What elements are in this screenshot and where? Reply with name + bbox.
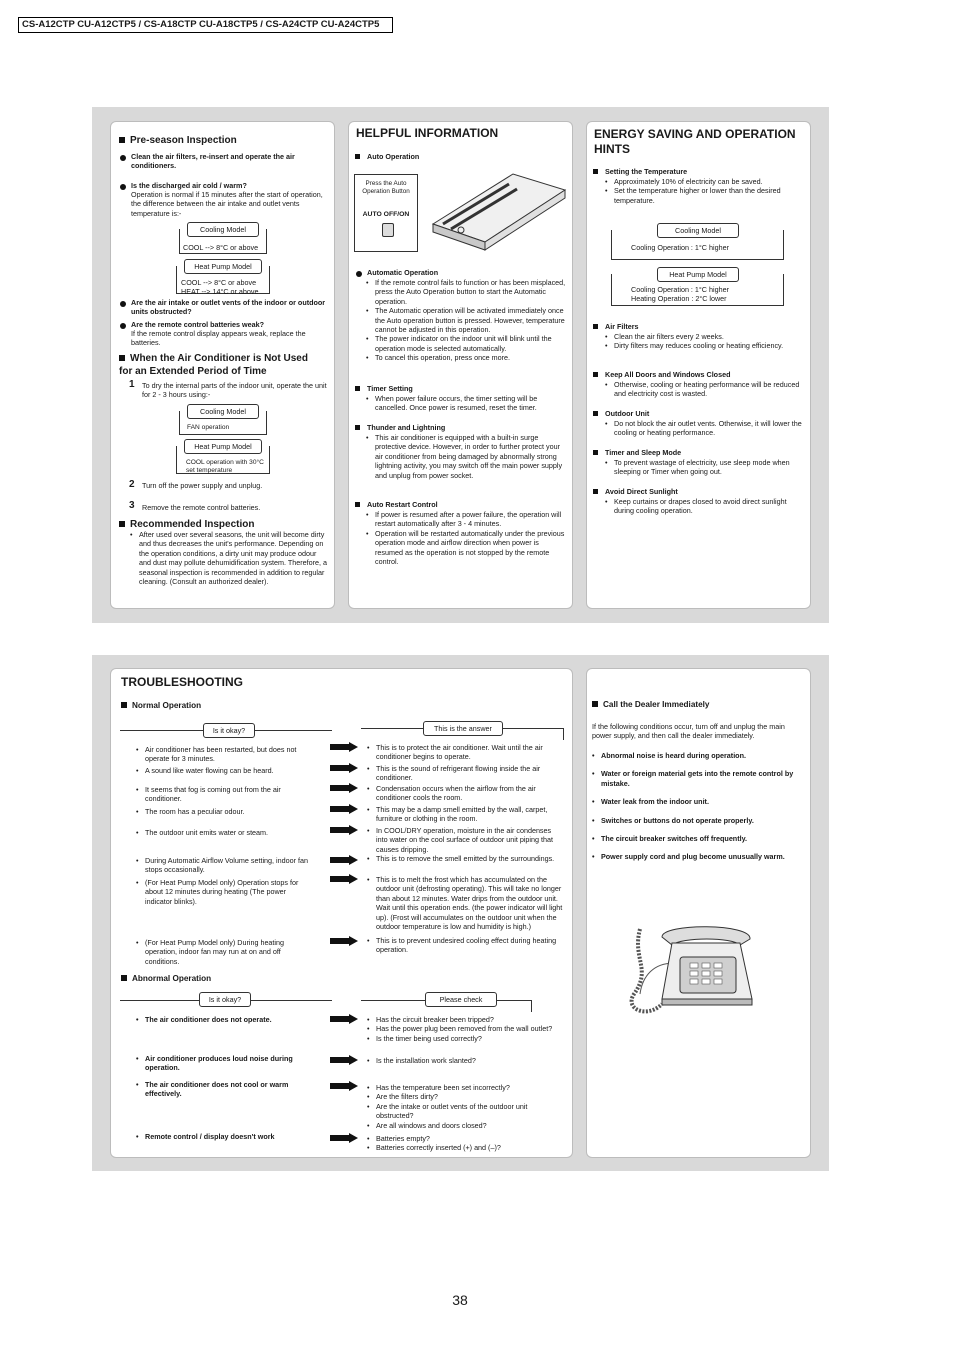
- energy-panel: [586, 121, 811, 609]
- list-item: • To prevent wastage of electricity, use sleep mode when sleeping or Timer when going out.: [605, 458, 805, 477]
- thunder-list: [366, 433, 566, 480]
- list-item: • Are the intake or outlet vents of the outdoor unit obstructed?: [367, 1102, 557, 1121]
- outdoor-heading: [593, 409, 649, 418]
- abnormal-title: Abnormal Operation: [132, 974, 212, 983]
- list-item: • If power is resumed after a power failure, the operation will restart automatically after 3 - 4 minutes.: [366, 510, 566, 529]
- sleep-heading: [593, 448, 681, 457]
- list-item: • Are all windows and doors closed?: [367, 1121, 557, 1130]
- recommended-title: Recommended Inspection: [130, 519, 255, 530]
- abnormal-a3: [367, 1134, 557, 1153]
- filter-heading: [593, 322, 639, 331]
- heat-value-1: COOL --> 8°C or above: [181, 278, 257, 287]
- list-item: • Has the temperature been set incorrectly?: [367, 1083, 557, 1092]
- square-bullet-icon: [593, 489, 598, 494]
- list-item: • Keep curtains or drapes closed to avoid direct sunlight during cooling operation.: [605, 497, 805, 516]
- normal-q4: [136, 828, 314, 837]
- list-item: • The outdoor unit emits water or steam.: [136, 828, 314, 837]
- bullet-icon: [120, 184, 126, 190]
- list-item: • (For Heat Pump Model only) Operation stops for about 12 minutes during heating (The power indicator blinks).: [136, 878, 314, 906]
- dealer-title: Call the Dealer Immediately: [603, 700, 710, 709]
- list-item: • (For Heat Pump Model only) During heating operation, indoor fan may run at on and off conditions.: [136, 938, 314, 966]
- list-item: • Batteries empty?: [367, 1134, 557, 1143]
- restart-heading: [355, 500, 438, 509]
- list-item: • In COOL/DRY operation, moisture in the air condenses into water on the cool surface of outdoor unit piping that causes dripping.: [367, 826, 563, 854]
- helpful-title: HELPFUL INFORMATION: [356, 126, 499, 140]
- list-item: • Air conditioner produces loud noise during operation.: [136, 1054, 316, 1073]
- temp-heading: [593, 167, 687, 176]
- square-bullet-icon: [355, 425, 360, 430]
- normal-q0: [136, 745, 314, 764]
- list-item: • This is the sound of refrigerant flowing inside the air conditioner.: [367, 764, 563, 783]
- doors-title: Keep All Doors and Windows Closed: [605, 370, 731, 379]
- list-item: • Abnormal noise is heard during operation.: [592, 751, 800, 760]
- auto-operation-title: Auto Operation: [367, 152, 420, 161]
- normal-a3: [367, 805, 563, 824]
- timer-title: Timer Setting: [367, 384, 413, 393]
- heat-pump-model-label: Heat Pump Model: [657, 267, 739, 282]
- step-number: 1: [129, 379, 135, 390]
- temp-list: [605, 177, 805, 205]
- list-item: • This air conditioner is equipped with a built-in surge protective device. However, in order to further protect your air conditioner from being damaged by abnormally strong lightning activity, you may switch off the main power supply and unplug from power socket.: [366, 433, 566, 480]
- timer-heading: [355, 384, 413, 393]
- dealer-panel: [586, 668, 811, 1158]
- square-bullet-icon: [593, 169, 598, 174]
- thunder-heading: [355, 423, 445, 432]
- doors-heading: [593, 370, 730, 379]
- square-bullet-icon: [593, 372, 598, 377]
- list-item: • To cancel this operation, press once more.: [366, 353, 566, 362]
- preseason-b3: Are the air intake or outlet vents of the indoor or outdoor units obstructed?: [131, 298, 326, 317]
- normal-heading: [121, 701, 201, 711]
- list-item: • Batteries correctly inserted (+) and (–)?: [367, 1143, 557, 1152]
- arrow-right-icon: [330, 874, 358, 884]
- preseason-panel: [110, 121, 335, 609]
- step-1-text: To dry the internal parts of the indoor unit, operate the unit for 2 - 3 hours using:-: [142, 381, 327, 400]
- abnormal-q2: [136, 1080, 316, 1099]
- list-item: • Water or foreign material gets into the remote control by mistake.: [592, 769, 800, 788]
- square-bullet-icon: [355, 154, 360, 159]
- abnormal-a1: [367, 1056, 557, 1065]
- cooling-model-label: Cooling Model: [657, 223, 739, 238]
- unused-title: When the Air Conditioner is Not Used for an Extended Period of Time: [119, 353, 308, 377]
- outdoor-title: Outdoor Unit: [605, 409, 650, 418]
- list-item: • The air conditioner does not cool or warm effectively.: [136, 1080, 316, 1099]
- arrow-right-icon: [330, 1133, 358, 1143]
- is-it-okay-label: Is it okay?: [203, 723, 255, 738]
- sun-title: Avoid Direct Sunlight: [605, 487, 678, 496]
- list-item: • Do not block the air outlet vents. Otherwise, it will lower the cooling or heating performance.: [605, 419, 805, 438]
- preseason-title: Pre-season Inspection: [130, 135, 237, 146]
- list-item: • This is to protect the air conditioner. Wait until the air conditioner begins to operate.: [367, 743, 563, 762]
- normal-a7: [367, 936, 563, 955]
- list-item: • Otherwise, cooling or heating performance will be reduced and electricity cost is wasted.: [605, 380, 805, 399]
- arrow-right-icon: [330, 936, 358, 946]
- step-2-text: Turn off the power supply and unplug.: [142, 481, 263, 490]
- sun-heading: [593, 487, 678, 496]
- square-bullet-icon: [593, 411, 598, 416]
- normal-q2: [136, 785, 314, 804]
- arrow-right-icon: [330, 804, 358, 814]
- square-bullet-icon: [119, 521, 125, 527]
- telephone-icon: [622, 909, 772, 1039]
- divider: [531, 1000, 532, 1012]
- model-header: CS-A12CTP CU-A12CTP5 / CS-A18CTP CU-A18CTP5 / CS-A24CTP CU-A24CTP5: [18, 17, 393, 33]
- dealer-intro: If the following conditions occur, turn off and unplug the main power supply, and then call the dealer immediately.: [592, 722, 785, 741]
- press-button-caption: Press the Auto Operation Button: [362, 180, 410, 195]
- list-item: • During Automatic Airflow Volume setting, indoor fan stops occasionally.: [136, 856, 314, 875]
- normal-a5: [367, 854, 563, 863]
- recommended-list: [130, 530, 328, 586]
- abnormal-q0: [136, 1015, 316, 1024]
- timer-list: [366, 394, 566, 413]
- list-item: • Dirty filters may reduces cooling or heating efficiency.: [605, 341, 805, 350]
- automatic-list: [366, 278, 566, 363]
- normal-q6: [136, 878, 314, 906]
- list-item: • This may be a damp smell emitted by the wall, carpet, furniture or clothing in the room.: [367, 805, 563, 824]
- step-number: 3: [129, 500, 135, 511]
- list-item: • The room has a peculiar odour.: [136, 807, 314, 816]
- is-it-okay-label: Is it okay?: [199, 992, 251, 1007]
- square-bullet-icon: [119, 137, 125, 143]
- indoor-unit-icon: [429, 166, 569, 258]
- heat-value-1: Cooling Operation : 1°C higher: [631, 285, 729, 294]
- divider: [563, 728, 564, 740]
- step-3-text: Remove the remote control batteries.: [142, 503, 261, 512]
- arrow-right-icon: [330, 825, 358, 835]
- troubleshooting-title: TROUBLESHOOTING: [121, 675, 243, 689]
- normal-a4: [367, 826, 563, 854]
- preseason-b1: Clean the air filters, re-insert and operate the air conditioners.: [131, 152, 295, 171]
- list-item: • Water leak from the indoor unit.: [592, 797, 800, 806]
- abnormal-a2: [367, 1083, 557, 1130]
- normal-a2: [367, 784, 563, 803]
- preseason-heading: [119, 134, 237, 147]
- answer-label: This is the answer: [423, 721, 503, 736]
- abnormal-heading: [121, 974, 211, 984]
- unused-heading: [119, 352, 319, 378]
- list-item: • Are the filters dirty?: [367, 1092, 557, 1101]
- normal-a0: [367, 743, 563, 762]
- list-item: • If the remote control fails to function or has been misplaced, press the Auto Operation button to start the Automatic operation.: [366, 278, 566, 306]
- list-item: • Is the installation work slanted?: [367, 1056, 557, 1065]
- normal-a6: [367, 875, 563, 931]
- square-bullet-icon: [355, 502, 360, 507]
- list-item: • The circuit breaker switches off frequently.: [592, 834, 800, 843]
- normal-q3: [136, 807, 314, 816]
- auto-operation-heading: [355, 152, 419, 161]
- automatic-heading: Automatic Operation: [367, 268, 439, 277]
- square-bullet-icon: [593, 450, 598, 455]
- list-item: • Approximately 10% of electricity can be saved.: [605, 177, 805, 186]
- bullet-icon: [120, 323, 126, 329]
- arrow-right-icon: [330, 1014, 358, 1024]
- cool-value: COOL --> 8°C or above: [183, 243, 259, 252]
- square-bullet-icon: [121, 702, 127, 708]
- list-item: • When power failure occurs, the timer setting will be cancelled. Once power is resumed, reset the timer.: [366, 394, 566, 413]
- arrow-right-icon: [330, 1081, 358, 1091]
- restart-list: [366, 510, 566, 566]
- list-item: • Set the temperature higher or lower than the desired temperature.: [605, 186, 805, 205]
- list-item: • The air conditioner does not operate.: [136, 1015, 316, 1024]
- dealer-list: [592, 751, 800, 871]
- abnormal-a0: [367, 1015, 557, 1043]
- list-item: • Has the circuit breaker been tripped?: [367, 1015, 557, 1024]
- troubleshooting-panel: [110, 668, 573, 1158]
- cooling-model-label: Cooling Model: [187, 222, 259, 237]
- list-item: • Has the power plug been removed from the wall outlet?: [367, 1024, 557, 1033]
- arrow-right-icon: [330, 783, 358, 793]
- list-item: • Is the timer being used correctly?: [367, 1034, 557, 1043]
- heat-pump-model-label: Heat Pump Model: [184, 259, 262, 274]
- dealer-heading: [592, 700, 709, 710]
- normal-q7: [136, 938, 314, 966]
- list-item: • Operation will be restarted automatically under the previous operation mode and airflow direction when power is resumed as the operation is not stopped by the remote control.: [366, 529, 566, 567]
- list-item: • Power supply cord and plug become unusually warm.: [592, 852, 800, 861]
- list-item: • This is to remove the smell emitted by the surroundings.: [367, 854, 563, 863]
- list-item: • A sound like water flowing can be heard.: [136, 766, 314, 775]
- list-item: • Switches or buttons do not operate properly.: [592, 816, 800, 825]
- sleep-list: [605, 458, 805, 477]
- list-item: • Clean the air filters every 2 weeks.: [605, 332, 805, 341]
- cooling-model-label: Cooling Model: [187, 404, 259, 419]
- sun-list: [605, 497, 805, 516]
- temp-title: Setting the Temperature: [605, 167, 688, 176]
- arrow-right-icon: [330, 742, 358, 752]
- helpful-panel: [348, 121, 573, 609]
- cool-value: Cooling Operation : 1°C higher: [631, 243, 729, 252]
- list-item: • This is to prevent undesired cooling effect during heating operation.: [367, 936, 563, 955]
- heat-value-2: HEAT --> 14°C or above: [181, 287, 259, 296]
- bullet-icon: [120, 301, 126, 307]
- arrow-right-icon: [330, 1055, 358, 1065]
- square-bullet-icon: [593, 324, 598, 329]
- list-item: • Condensation occurs when the airflow from the air conditioner cools the room.: [367, 784, 563, 803]
- normal-q1: [136, 766, 314, 775]
- thunder-title: Thunder and Lightning: [367, 423, 446, 432]
- arrow-right-icon: [330, 763, 358, 773]
- list-item: • Air conditioner has been restarted, but does not operate for 3 minutes.: [136, 745, 314, 764]
- fan-operation: FAN operation: [187, 424, 230, 431]
- abnormal-q1: [136, 1054, 316, 1073]
- preseason-b2-text: Operation is normal if 15 minutes after the start of operation, the difference between the air intake and outlet vents temperature is:-: [131, 190, 323, 218]
- square-bullet-icon: [121, 975, 127, 981]
- auto-offon-label: AUTO OFF/ON: [362, 211, 410, 218]
- list-item: • The Automatic operation will be activated immediately once the Auto operation button is pressed. However, temperature cannot be adjusted in this operation.: [366, 306, 566, 334]
- list-item: • This is to melt the frost which has accumulated on the outdoor unit (defrosting operating). This will take no longer than about 12 minutes. Water drips from the outdoor unit. Wait until this operation ends. (the power indicator will light up). (Frost will accumulates on the outdoor unit when the outdoor temperature is low and humidity is high.): [367, 875, 563, 931]
- square-bullet-icon: [355, 386, 360, 391]
- preseason-b4-title: Are the remote control batteries weak?: [131, 320, 265, 329]
- abnormal-q3: [136, 1132, 316, 1141]
- preseason-b4-text: If the remote control display appears weak, replace the batteries.: [131, 329, 306, 348]
- bullet-icon: [356, 271, 362, 277]
- restart-title: Auto Restart Control: [367, 500, 438, 509]
- outdoor-list: [605, 419, 805, 438]
- step-number: 2: [129, 479, 135, 490]
- energy-title: ENERGY SAVING AND OPERATION HINTS: [594, 127, 796, 156]
- auto-button-illustration: [354, 174, 418, 252]
- heat-pump-model-label: Heat Pump Model: [184, 439, 262, 454]
- auto-button-icon: [382, 223, 394, 237]
- square-bullet-icon: [119, 355, 125, 361]
- sleep-title: Timer and Sleep Mode: [605, 448, 682, 457]
- list-item: • Remote control / display doesn't work: [136, 1132, 316, 1141]
- preseason-b2-title: Is the discharged air cold / warm?: [131, 181, 247, 190]
- list-item: • It seems that fog is coming out from the air conditioner.: [136, 785, 314, 804]
- bracket: [179, 411, 267, 435]
- square-bullet-icon: [592, 701, 598, 707]
- list-item: • After used over several seasons, the unit will become dirty and thus decreases the unit's performance. Depending on the operation conditions, a dirty unit may produce odour and dust may pollute dehumidification system. Therefore, a seasonal inspection is recommended in addition to regular cleaning. (Consult an authorized dealer).: [130, 530, 328, 586]
- normal-a1: [367, 764, 563, 783]
- please-check-label: Please check: [425, 992, 497, 1007]
- list-item: • The power indicator on the indoor unit will blink until the operation mode is selected automatically.: [366, 334, 566, 353]
- normal-q5: [136, 856, 314, 875]
- arrow-right-icon: [330, 855, 358, 865]
- filter-title: Air Filters: [605, 322, 639, 331]
- heat-value-2: Heating Operation : 2°C lower: [631, 294, 727, 303]
- page-number: 38: [452, 1292, 468, 1308]
- bullet-icon: [120, 155, 126, 161]
- doors-list: [605, 380, 805, 399]
- normal-title: Normal Operation: [132, 701, 202, 710]
- filter-list: [605, 332, 805, 351]
- cool-30-operation: COOL operation with 30°C set temperature: [186, 459, 264, 474]
